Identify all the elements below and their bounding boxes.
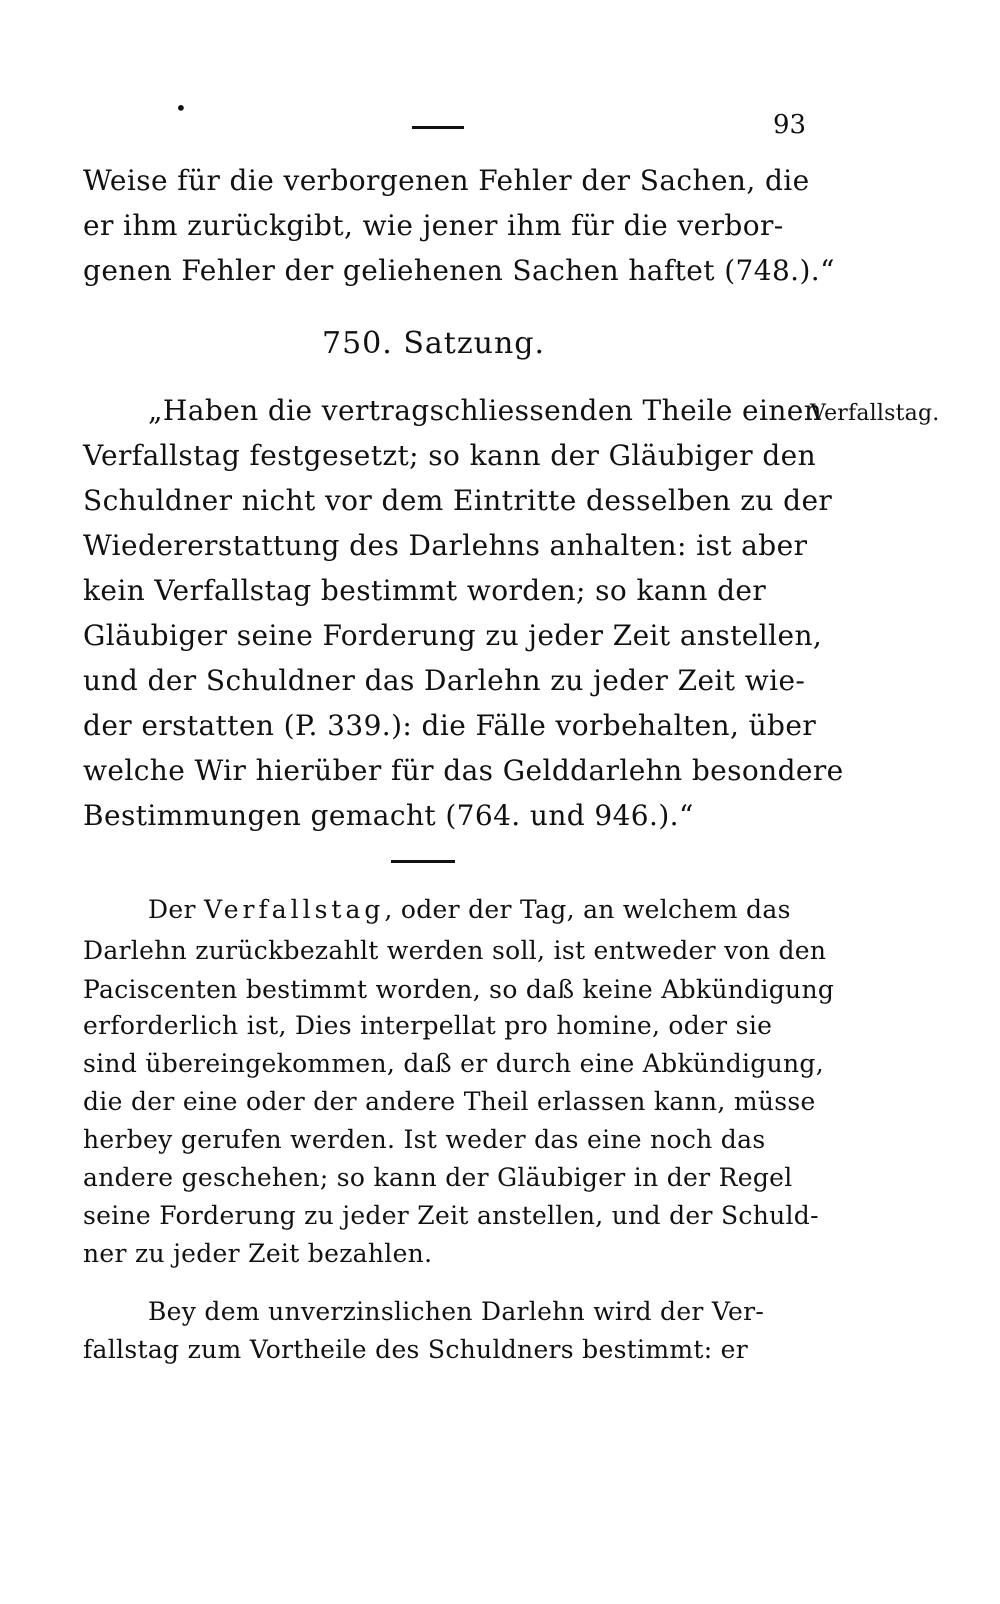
commentary-prefix: Der: [148, 895, 204, 924]
text-line: seine Forderung zu jeder Zeit anstellen, und der Schuld-: [83, 1201, 819, 1230]
top-mark: •: [175, 96, 187, 120]
text-line: andere geschehen; so kann der Gläubiger in der Regel: [83, 1163, 793, 1192]
section-rule: [391, 860, 455, 863]
text-line: der erstatten (P. 339.): die Fälle vorbehalten, über: [83, 709, 817, 742]
text-line: Bestimmungen gemacht (764. und 946.).“: [83, 799, 694, 832]
margin-note: Verfallstag.: [810, 401, 940, 426]
commentary-first-line: [148, 892, 798, 928]
spaced-term: Verfallstag: [203, 895, 385, 924]
text-line: die der eine oder der andere Theil erlassen kann, müsse: [83, 1087, 816, 1116]
text-line: er ihm zurückgibt, wie jener ihm für die verbor-: [83, 209, 784, 242]
text-line: Schuldner nicht vor dem Eintritte desselben zu der: [83, 484, 833, 517]
text-line: Weise für die verborgenen Fehler der Sachen, die: [83, 164, 810, 197]
header-rule: [412, 126, 464, 129]
text-line: erforderlich ist, Dies interpellat pro homine, oder sie: [83, 1011, 773, 1040]
page-number: 93: [773, 110, 807, 140]
text-line: Darlehn zurückbezahlt werden soll, ist entweder von den: [83, 936, 827, 965]
text-line: sind übereingekommen, daß er durch eine Abkündigung,: [83, 1049, 824, 1078]
commentary-suffix: , oder der Tag, an welchem das: [384, 895, 791, 924]
text-line: Wiedererstattung des Darlehns anhalten: ist aber: [83, 529, 808, 562]
text-line: und der Schuldner das Darlehn zu jeder Zeit wie-: [83, 664, 806, 697]
text-line: fallstag zum Vortheile des Schuldners bestimmt: er: [83, 1335, 749, 1364]
section-title: 750. Satzung.: [322, 326, 546, 361]
text-line: herbey gerufen werden. Ist weder das eine noch das: [83, 1125, 766, 1154]
text-line: Gläubiger seine Forderung zu jeder Zeit anstellen,: [83, 619, 823, 652]
text-line: „Haben die vertragschliessenden Theile einen: [148, 394, 823, 427]
text-line: welche Wir hierüber für das Gelddarlehn besondere: [83, 754, 844, 787]
text-line: genen Fehler der geliehenen Sachen haftet (748.).“: [83, 254, 835, 287]
text-line: Bey dem unverzinslichen Darlehn wird der Ver-: [148, 1297, 765, 1326]
text-line: ner zu jeder Zeit bezahlen.: [83, 1239, 433, 1268]
text-line: kein Verfallstag bestimmt worden; so kann der: [83, 574, 767, 607]
text-line: Verfallstag festgesetzt; so kann der Gläubiger den: [83, 439, 817, 472]
text-line: Paciscenten bestimmt worden, so daß keine Abkündigung: [83, 975, 835, 1004]
